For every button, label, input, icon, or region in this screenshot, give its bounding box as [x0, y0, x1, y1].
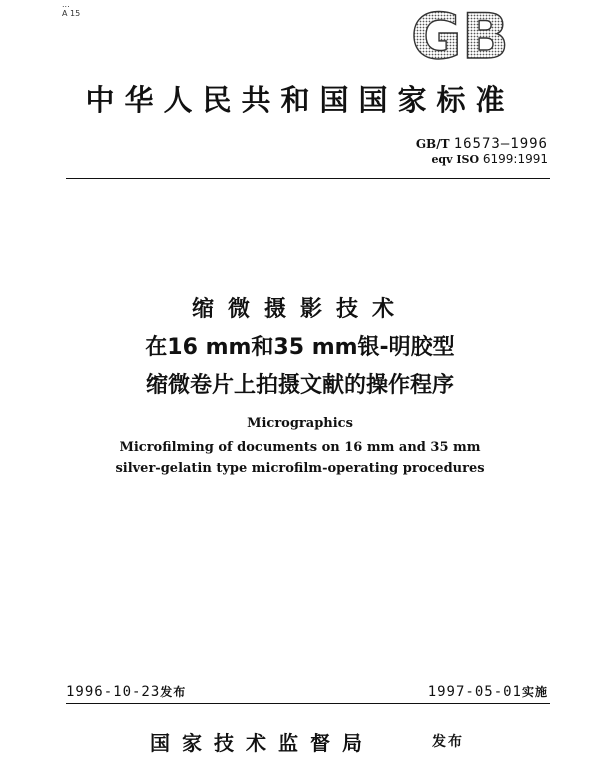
equivalent-number: 6199:1991: [482, 152, 548, 166]
effective-date-value: 1997-05-01: [427, 684, 522, 700]
standard-number-value: 16573—1996: [453, 136, 548, 152]
title-zh-line1: 缩微摄影技术: [191, 297, 408, 322]
standard-number: [416, 137, 548, 152]
issuing-authority: 国家技术监督局: [150, 731, 374, 755]
title-en-line1: Micrographics: [247, 416, 353, 431]
issue-date-label: 发布: [160, 685, 187, 699]
corner-code-line1: ...: [62, 0, 70, 9]
gb-logo: [404, 8, 516, 66]
corner-code-line2: A 15: [62, 9, 81, 18]
title-en-line2: Microfilming of documents on 16 mm and 35 mm: [119, 440, 481, 455]
title-en-line3: silver-gelatin type microfilm-operating procedures: [115, 461, 485, 476]
top-divider: [66, 178, 550, 179]
publish-label: 发布: [432, 734, 464, 750]
effective-date-label: 实施: [521, 685, 548, 699]
organization-title: 中华人民共和国国家标准: [85, 83, 515, 117]
corner-codes: [62, 0, 80, 18]
issue-date-value: 1996-10-23: [66, 684, 161, 700]
equivalent-standard: [416, 152, 548, 167]
standard-code: [416, 137, 548, 167]
title-zh-line3: 缩微卷片上拍摄文献的操作程序: [145, 373, 454, 398]
bottom-divider: [66, 703, 550, 704]
title-zh-line2: 在16 mm和35 mm银-明胶型: [145, 335, 455, 360]
gb-logo-text: GB: [410, 8, 510, 66]
equivalent-prefix: eqv ISO: [431, 153, 480, 166]
standard-prefix: GB/T: [415, 137, 450, 151]
issue-date: [66, 683, 186, 700]
effective-date: [428, 683, 548, 700]
